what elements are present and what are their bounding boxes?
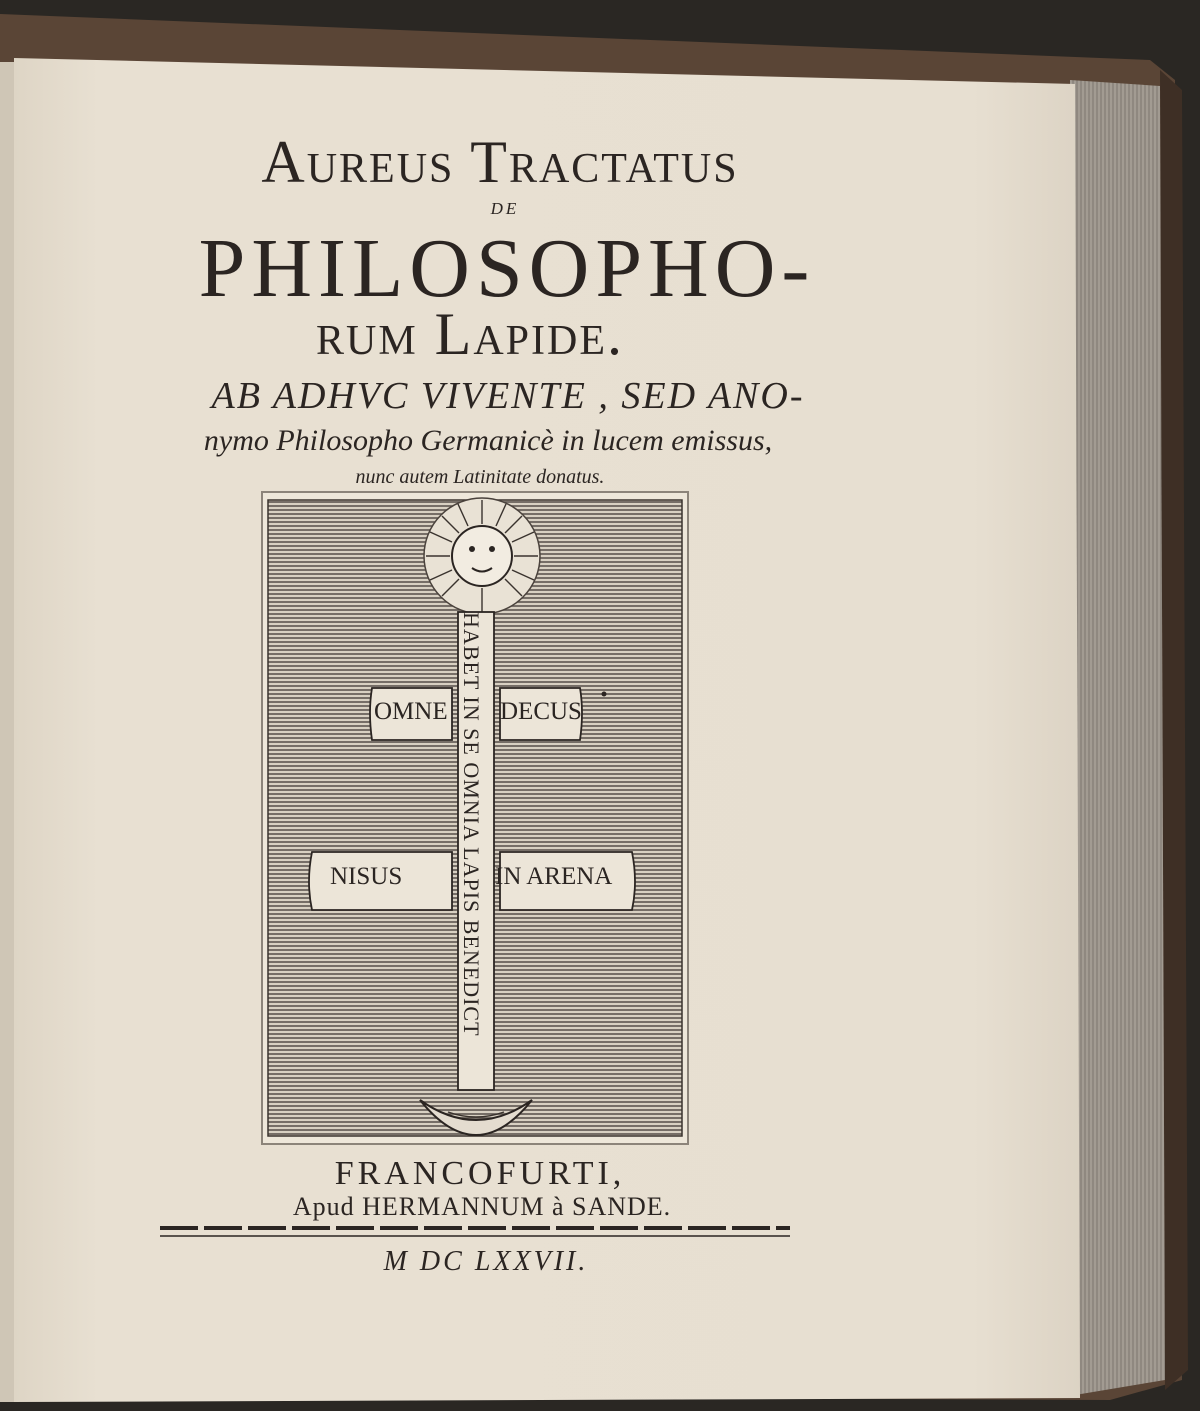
imprint-publisher: Apud HERMANNUM à SANDE. <box>292 1192 672 1221</box>
imprint-place: FRANCOFURTI, <box>334 1155 626 1192</box>
imprint-date: M DC LXXVII. <box>383 1246 589 1277</box>
plaque-text-in-arena: IN ARENA <box>495 863 613 890</box>
subtitle-line-1: AB ADHVC VIVENTE , SED ANO- <box>211 375 805 417</box>
plaque-text-nisus: NISUS <box>330 863 403 890</box>
title-line-aureus-tractatus: Aureus Tractatus <box>261 129 739 195</box>
title-line-de: de <box>490 194 520 220</box>
title-line-rum-lapide: rum Lapide. <box>315 301 624 367</box>
shaft-inscription: HABET IN SE OMNIA LAPIS BENEDICT <box>459 612 484 1037</box>
subtitle-line-3: nunc autem Latinitate donatus. <box>355 466 605 488</box>
plaque-text-decus: DECUS <box>500 698 582 725</box>
plaque-text-omne: OMNE <box>374 698 448 725</box>
title-line-philosopho: PHILOSOPHO- <box>198 222 816 315</box>
subtitle-line-2: nymo Philosopho Germanicè in lucem emissus, <box>203 424 773 457</box>
